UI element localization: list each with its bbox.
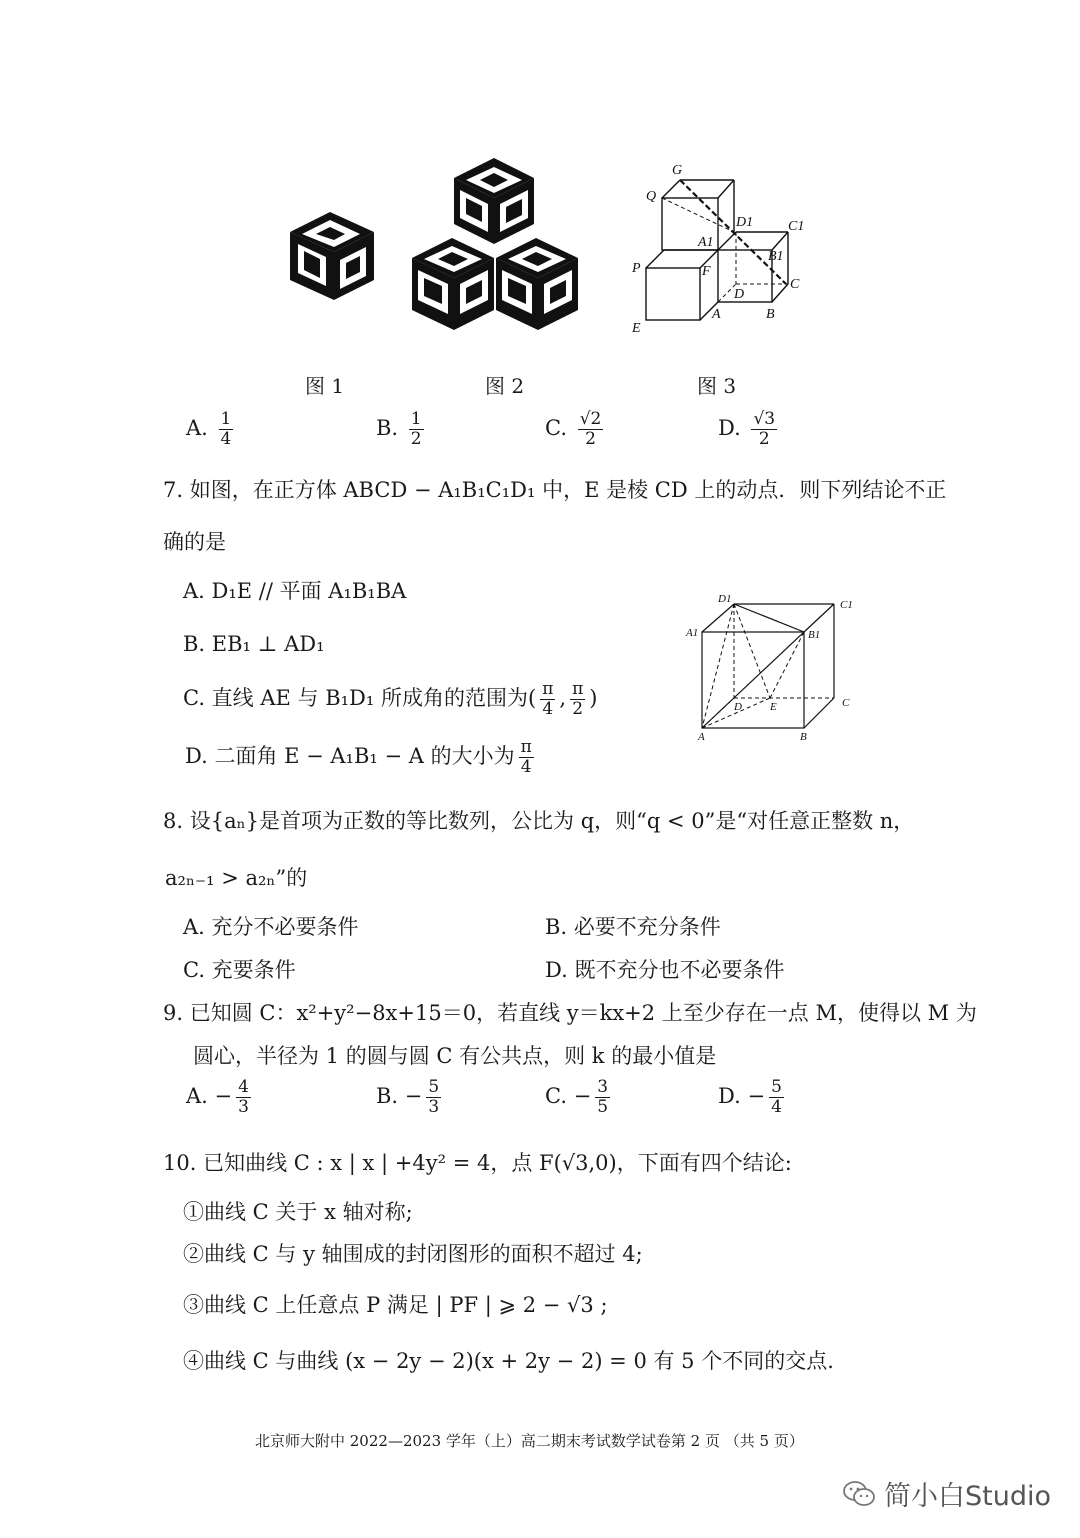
- q6-option-b-fraction: $\frac{1}{2}$: [410, 409, 422, 449]
- figure-3-diagram: [628, 160, 814, 338]
- q7-option-d: D. 二面角 E − A₁B₁ − A 的大小为 $\frac{\pi}{4}$: [185, 737, 532, 777]
- q8-option-a: A. 充分不必要条件: [183, 915, 359, 939]
- cube7-label-b: B: [800, 731, 807, 743]
- fig3-label-d1: D1: [736, 215, 754, 230]
- q8-option-c: C. 充要条件: [183, 958, 296, 982]
- q7-cube-figure: [684, 590, 864, 745]
- figure-3-caption: 图 3: [697, 374, 737, 398]
- q7-option-c: C. 直线 AE 与 B₁D₁ 所成角的范围为( $\frac{\pi}{4}$ , $\frac{\pi}{2}$ ): [183, 679, 598, 719]
- fig3-label-c1: C1: [788, 219, 805, 234]
- cube7-label-d1: D1: [718, 593, 732, 605]
- q8-stem-line1: 8. 设{aₙ}是首项为正数的等比数列，公比为 q，则“q < 0”是“对任意正整数 n，: [163, 809, 915, 833]
- q6-option-d: [718, 410, 781, 449]
- fig3-label-g: G: [672, 163, 683, 178]
- fig3-label-d: D: [734, 287, 745, 302]
- watermark: [842, 1474, 1051, 1513]
- fig3-label-f: F: [702, 264, 711, 279]
- cube7-label-d: D: [734, 701, 742, 713]
- fig3-label-q: Q: [646, 189, 657, 204]
- cube7-label-c: C: [842, 697, 850, 709]
- q6-option-a-fraction: $\frac{1}{4}$: [220, 409, 232, 449]
- q6-option-letter: B.: [376, 416, 399, 440]
- page-footer: 北京师大附中 2022—2023 学年（上）高二期末考试数学试卷第 2 页 （共 5 页）: [255, 1432, 804, 1450]
- watermark-text: 简小白Studio: [884, 1481, 1051, 1512]
- q9-option-c: C. − $\frac{3}{5}$: [545, 1077, 609, 1117]
- q6-option-letter: D.: [718, 416, 741, 440]
- figure-2-cube-stack: [410, 158, 582, 332]
- q8-option-b: B. 必要不充分条件: [545, 915, 721, 939]
- q10-statement-4: ④曲线 C 与曲线 (x − 2y − 2)(x + 2y − 2) = 0 有 5 个不同的交点.: [183, 1349, 834, 1373]
- q8-stem-line2: a₂ₙ₋₁ > a₂ₙ”的: [165, 866, 308, 890]
- q8-option-d: D. 既不充分也不必要条件: [545, 958, 785, 982]
- cube7-label-a1: A1: [686, 627, 699, 639]
- q7-stem-line2: 确的是: [163, 530, 226, 554]
- cube7-label-a: A: [698, 731, 705, 743]
- q6-option-c: [545, 410, 607, 449]
- q7-option-a: A. D₁E // 平面 A₁B₁BA: [183, 579, 407, 603]
- q10-statement-3: ③曲线 C 上任意点 P 满足 | PF | ⩾ 2 − √3 ;: [183, 1293, 608, 1317]
- q7-option-b: B. EB₁ ⊥ AD₁: [183, 632, 325, 656]
- figure-1-cube: [288, 210, 378, 302]
- fig3-label-b: B: [766, 307, 775, 322]
- figure-1-caption: 图 1: [305, 374, 345, 398]
- q6-option-letter: A.: [186, 416, 208, 440]
- q10-stem: 10. 已知曲线 C : x | x | +4y² = 4，点 F(√3,0)，下面有四个结论:: [163, 1151, 792, 1175]
- q6-option-a: [186, 410, 237, 449]
- q6-option-b: [376, 410, 428, 449]
- q10-statement-2: ②曲线 C 与 y 轴围成的封闭图形的面积不超过 4;: [183, 1242, 643, 1266]
- cube7-label-e: E: [770, 701, 777, 713]
- q9-stem-line2: 圆心，半径为 1 的圆与圆 C 有公共点，则 k 的最小值是: [193, 1044, 717, 1068]
- q9-option-d: D. − $\frac{5}{4}$: [718, 1077, 782, 1117]
- wechat-icon: [842, 1479, 876, 1509]
- fig3-label-a1: A1: [698, 235, 714, 250]
- q9-option-b: B. − $\frac{5}{3}$: [376, 1077, 440, 1117]
- q7-stem-line1: 7. 如图，在正方体 ABCD − A₁B₁C₁D₁ 中，E 是棱 CD 上的动点．则下列结论不正: [163, 478, 947, 502]
- q9-option-a: A. − $\frac{4}{3}$: [186, 1077, 249, 1117]
- fig3-label-a: A: [712, 307, 721, 322]
- q10-statement-1: ①曲线 C 关于 x 轴对称;: [183, 1200, 413, 1224]
- figure-2-caption: 图 2: [485, 374, 525, 398]
- fig3-label-b1: B1: [768, 249, 784, 264]
- q6-option-d-fraction: $\frac{√3}{2}$: [753, 409, 776, 449]
- fig3-label-e: E: [632, 321, 641, 336]
- cube7-label-b1: B1: [808, 629, 821, 641]
- cube7-label-c1: C1: [840, 599, 853, 611]
- q9-stem-line1: 9. 已知圆 C：x²+y²−8x+15＝0，若直线 y＝kx+2 上至少存在一点 M，使得以 M 为: [163, 1001, 977, 1025]
- q6-option-letter: C.: [545, 416, 567, 440]
- fig3-label-c: C: [790, 277, 800, 292]
- q6-option-c-fraction: $\frac{√2}{2}$: [579, 409, 602, 449]
- fig3-label-p: P: [632, 261, 641, 276]
